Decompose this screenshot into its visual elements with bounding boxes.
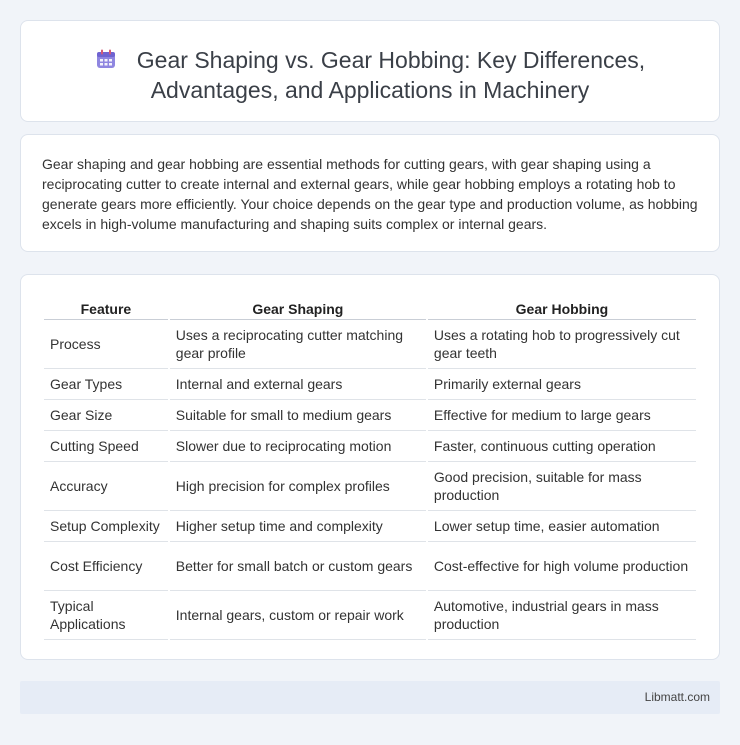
feature-cell: Accuracy bbox=[44, 462, 168, 511]
footer-brand: Libmatt.com bbox=[644, 690, 710, 704]
feature-cell: Gear Types bbox=[44, 369, 168, 400]
shaping-cell: Suitable for small to medium gears bbox=[170, 400, 426, 431]
table-row bbox=[44, 591, 696, 640]
calendar-icon bbox=[95, 47, 117, 69]
title-line-2: Advantages, and Applications in Machinery bbox=[150, 77, 590, 103]
header-feature: Feature bbox=[44, 294, 168, 320]
feature-cell: Cost Efficiency bbox=[44, 542, 168, 591]
shaping-cell: Internal gears, custom or repair work bbox=[170, 591, 426, 640]
shaping-cell: Uses a reciprocating cutter matching gear profile bbox=[170, 320, 426, 369]
footer-bar bbox=[20, 681, 720, 714]
hobbing-cell: Good precision, suitable for mass production bbox=[428, 462, 696, 511]
header-card bbox=[20, 20, 720, 122]
hobbing-cell: Automotive, industrial gears in mass production bbox=[428, 591, 696, 640]
comparison-table bbox=[42, 294, 698, 640]
hobbing-cell: Cost-effective for high volume production bbox=[428, 542, 696, 591]
feature-cell: Process bbox=[44, 320, 168, 369]
table-row bbox=[44, 511, 696, 542]
shaping-cell: Internal and external gears bbox=[170, 369, 426, 400]
table-row bbox=[44, 542, 696, 591]
hobbing-cell: Faster, continuous cutting operation bbox=[428, 431, 696, 462]
table-row bbox=[44, 400, 696, 431]
table-row bbox=[44, 431, 696, 462]
table-header-row bbox=[44, 294, 696, 320]
intro-paragraph: Gear shaping and gear hobbing are essential methods for cutting gears, with gear shaping using a reciprocating cutter to create internal and external gears, while gear hobbing employs a rotating hob to generate gears more efficiently. Your choice depends on the gear type and production volume, as hobbing excels in high-volume manufacturing and shaping suits complex or internal gears. bbox=[42, 156, 698, 232]
feature-cell: Cutting Speed bbox=[44, 431, 168, 462]
intro-card bbox=[20, 134, 720, 252]
title-line-1: Gear Shaping vs. Gear Hobbing: Key Differences, bbox=[136, 47, 646, 73]
shaping-cell: Better for small batch or custom gears bbox=[170, 542, 426, 591]
hobbing-cell: Uses a rotating hob to progressively cut gear teeth bbox=[428, 320, 696, 369]
header-gear-hobbing: Gear Hobbing bbox=[428, 294, 696, 320]
hobbing-cell: Effective for medium to large gears bbox=[428, 400, 696, 431]
hobbing-cell: Lower setup time, easier automation bbox=[428, 511, 696, 542]
hobbing-cell: Primarily external gears bbox=[428, 369, 696, 400]
comparison-card bbox=[20, 274, 720, 660]
shaping-cell: Higher setup time and complexity bbox=[170, 511, 426, 542]
shaping-cell: High precision for complex profiles bbox=[170, 462, 426, 511]
feature-cell: Typical Applications bbox=[44, 591, 168, 640]
feature-cell: Setup Complexity bbox=[44, 511, 168, 542]
shaping-cell: Slower due to reciprocating motion bbox=[170, 431, 426, 462]
header-gear-shaping: Gear Shaping bbox=[170, 294, 426, 320]
feature-cell: Gear Size bbox=[44, 400, 168, 431]
table-row bbox=[44, 320, 696, 369]
table-row bbox=[44, 369, 696, 400]
table-row bbox=[44, 462, 696, 511]
page-title bbox=[21, 45, 719, 105]
